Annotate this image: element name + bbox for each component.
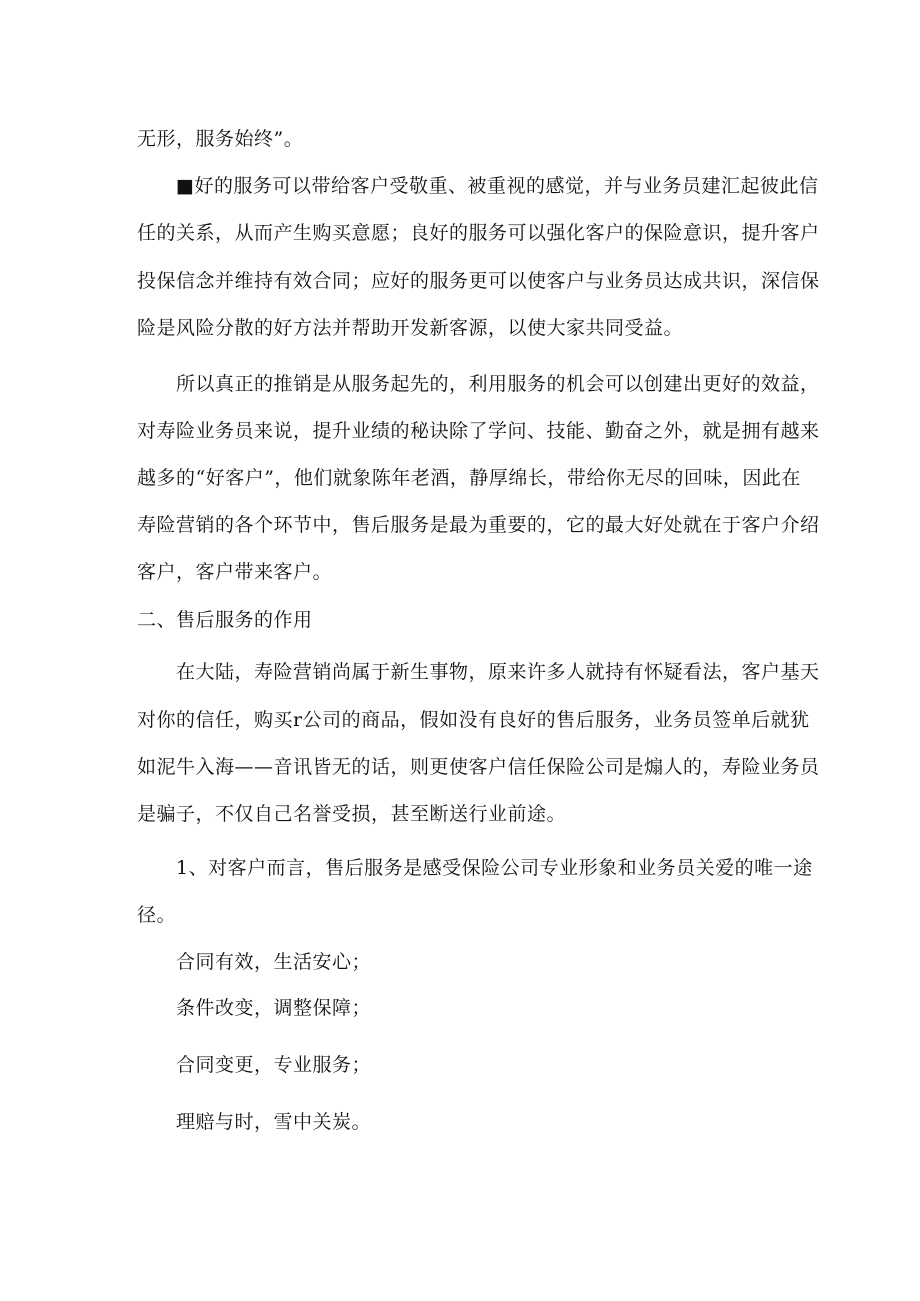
text-line: 险是风险分散的好方法并帮助开发新客源，以使大家共同受益。 [137,317,684,339]
text-line: 对寿险业务员来说，提升业绩的秘诀除了学问、技能、勤奋之外，就是拥有越来 [137,420,820,442]
section-heading: 二、售后服务的作用 [137,609,313,631]
text-line: 寿险营销的各个环节中，售后服务是最为重要的，它的最大好处就在于客户介绍 [137,514,820,536]
text-line: 所以真正的推销是从服务起先的，利用服务的机会可以创建出更好的效益， [176,373,820,395]
list-item: 理赔与时，雪中关炭。 [176,1111,372,1133]
text-line: 客户，客户带来客户。 [137,561,333,583]
text-line: 投保信念并维持有效合同；应好的服务更可以使客户与业务员达成共识，深信保 [137,270,820,292]
text-line: 越多的“好客户”，他们就象陈年老酒，静厚绵长，带给你无尽的回味，因此在 [137,467,801,489]
text-line: 在大陆，寿险营销尚属于新生事物，原来许多人就持有怀疑看法，客户基天 [176,661,820,683]
text-line: 径。 [137,904,177,926]
list-item: 合同变更，专业服务； [176,1054,372,1076]
text-line: ■好的服务可以带给客户受敬重、被重视的感觉，并与业务员建汇起彼此信 [176,175,819,197]
text-line: 如泥牛入海——音讯皆无的话，则更使客户信任保险公司是煽人的，寿险业务员 [137,756,820,778]
list-item: 条件改变，调整保障； [176,997,372,1019]
text-line: 1、对客户而言，售后服务是感受保险公司专业形象和业务员关爱的唯一途 [176,857,813,879]
text-line: 对你的信任，购买r公司的商品，假如没有良好的售后服务，业务员签单后就犹 [137,709,810,731]
text-line: 任的关系，从而产生购买意愿；良好的服务可以强化客户的保险意识，提升客户 [137,222,820,244]
text-line: 是骗子，不仅自己名誉受损，甚至断送行业前途。 [137,803,567,825]
list-item: 合同有效，生活安心； [176,951,372,973]
text-line: 无形，服务始终”。 [137,128,304,150]
